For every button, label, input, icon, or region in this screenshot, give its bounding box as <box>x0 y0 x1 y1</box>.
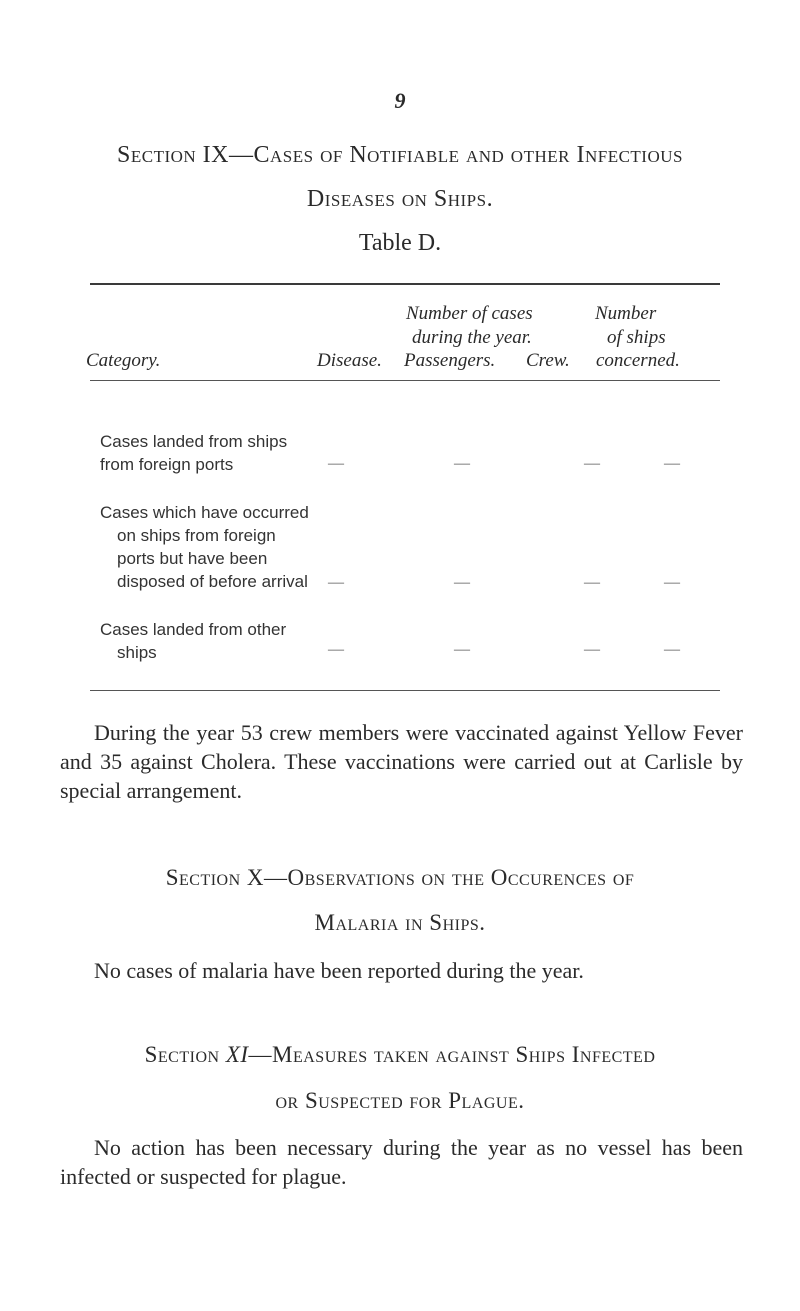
header-crew: Crew. <box>526 350 570 371</box>
section-xi-title <box>60 1042 740 1068</box>
table-top-rule <box>90 283 720 285</box>
section-x-body: No cases of malaria have been reported during the year. <box>94 958 584 983</box>
cell-passengers: — <box>454 574 470 591</box>
section-xi-prefix: Section <box>144 1042 226 1067</box>
cell-ships: — <box>664 641 680 658</box>
section-x-title: Section X—Observations on the Occurences of <box>165 865 635 890</box>
header-passengers: Passengers. <box>404 350 496 371</box>
category-line: ports but have been <box>117 549 268 568</box>
cell-ships: — <box>664 574 680 591</box>
table-title: Table D. <box>358 230 442 256</box>
cell-crew: — <box>584 455 600 472</box>
cell-crew: — <box>584 574 600 591</box>
section-x-title-continued: Malaria in Ships. <box>314 910 486 935</box>
table-row <box>100 501 309 593</box>
cell-passengers: — <box>454 641 470 658</box>
cell-crew: — <box>584 641 600 658</box>
category-line: Cases landed from ships <box>100 432 288 451</box>
section-xi-numeral: XI <box>225 1042 249 1067</box>
header-during-the-year: during the year. <box>412 327 532 348</box>
category-line: Cases landed from other <box>100 620 287 639</box>
header-concerned: concerned. <box>596 350 680 371</box>
header-of-ships: of ships <box>607 327 666 348</box>
cell-disease: — <box>328 455 344 472</box>
category-line: on ships from foreign <box>117 526 276 545</box>
header-disease: Disease. <box>317 350 382 371</box>
cell-disease: — <box>328 574 344 591</box>
table-row <box>100 430 287 476</box>
section-xi-rest: —Measures taken against Ships Infected <box>248 1042 656 1067</box>
section-xi-title-continued: or Suspected for Plague. <box>275 1088 525 1113</box>
category-line: ships <box>117 643 157 662</box>
section-xi-body: No action has been necessary during the year as no vessel has been infected or suspected for plague. <box>60 1135 743 1189</box>
category-line: disposed of before arrival <box>117 572 308 591</box>
category-line: Cases which have occurred <box>100 503 309 522</box>
cell-ships: — <box>664 455 680 472</box>
table-row <box>100 618 286 664</box>
cell-disease: — <box>328 641 344 658</box>
vaccination-paragraph: During the year 53 crew members were vaccinated against Yellow Fever and 35 against Cholera. These vaccinations were carried out at Carlisle by special arrangement. <box>60 720 743 803</box>
page-number: 9 <box>394 88 406 113</box>
category-line: from foreign ports <box>100 455 234 474</box>
table-header-rule <box>90 380 720 381</box>
table-bottom-rule <box>90 690 720 691</box>
section-ix-title-continued: Diseases on Ships. <box>306 186 494 212</box>
header-number: Number <box>595 303 657 324</box>
header-number-of-cases: Number of cases <box>406 303 533 324</box>
cell-passengers: — <box>454 455 470 472</box>
header-category: Category. <box>86 350 161 371</box>
section-ix-title: Section IX—Cases of Notifiable and other Infectious <box>117 142 683 168</box>
